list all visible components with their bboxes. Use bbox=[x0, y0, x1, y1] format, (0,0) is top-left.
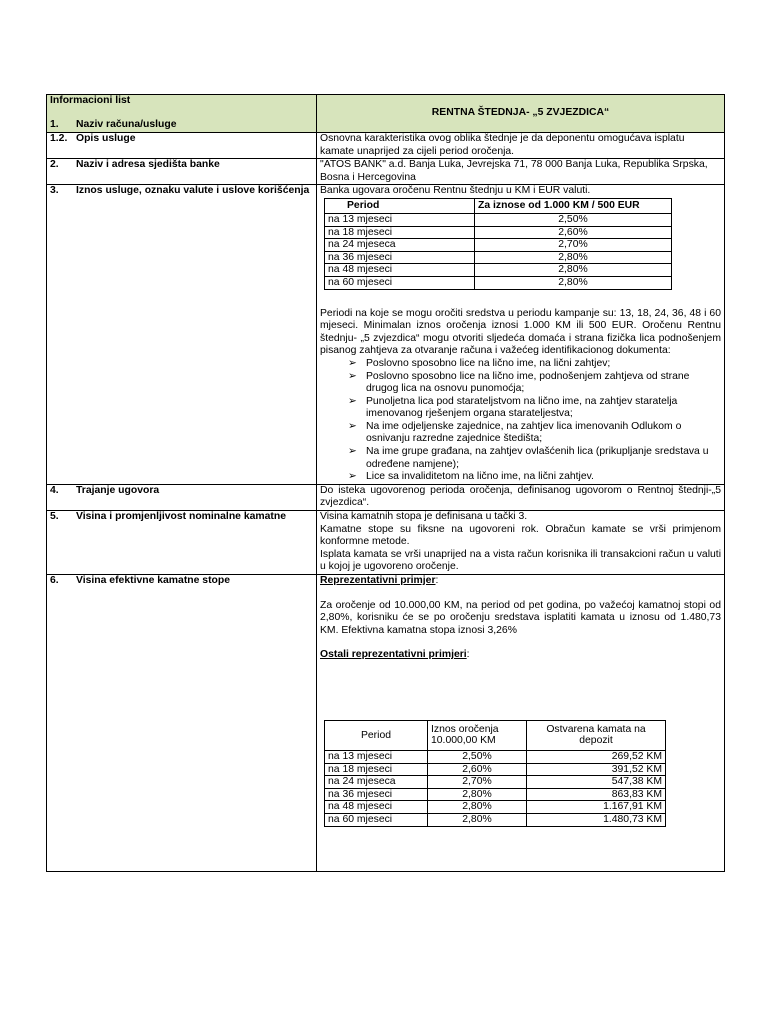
example-table bbox=[324, 720, 666, 827]
row-number: 6. bbox=[50, 575, 59, 586]
conditions-cell bbox=[317, 185, 725, 484]
other-examples-heading: Ostali reprezentativni primjeri bbox=[320, 649, 467, 661]
row-number: 3. bbox=[50, 185, 59, 197]
arrow-bullet-icon: ➢ bbox=[348, 370, 357, 382]
period-cell: na 13 mjeseci bbox=[325, 213, 475, 226]
list-item: ➢ Poslovno sposobno lice na lično ime, podnošenjem zahtjeva od strane drugog lica na osnovu punomoćja; bbox=[348, 370, 690, 395]
contract-duration: Do isteka ugovorenog perioda oročenja, definisanog ugovorom o Rentnoj štednji-„5 zvjezdica“. bbox=[317, 484, 725, 510]
row-label: Naziv računa/usluge bbox=[76, 119, 177, 130]
row-label-cell bbox=[47, 511, 317, 575]
example-header-amount: Iznos oročenja 10.000,00 KM bbox=[428, 720, 527, 750]
rate-cell: 2,80% bbox=[475, 251, 672, 264]
header-label-cell bbox=[47, 95, 317, 133]
rate-cell: 2,80% bbox=[475, 276, 672, 289]
table-row bbox=[325, 276, 672, 289]
row-number: 4. bbox=[50, 484, 59, 496]
info-sheet bbox=[46, 94, 724, 917]
currency-text: Banka ugovara oročenu Rentnu štednju u KM i EUR valuti. bbox=[320, 185, 591, 197]
table-row: na 36 mjeseci 2,80% 863,83 KM bbox=[325, 788, 666, 801]
rate-cell: 2,80% bbox=[475, 264, 672, 277]
arrow-bullet-icon: ➢ bbox=[348, 446, 357, 458]
row-label: Visina i promjenljivost nominalne kamatne bbox=[76, 511, 286, 523]
example-text: Za oročenje od 10.000,00 KM, na period od pet godina, po važećoj kamatnoj stopi od 2,80%, korisniku će se po oročenju sredstava isplatiti kamata u iznosu od 1.480,73 KM. Efektivna kamatna stopa iznosi 3,26% bbox=[320, 599, 721, 636]
campaign-text: Periodi na koje se mogu oročiti sredstva u periodu kampanje su: 13, 18, 24, 36, 48 i 60 mjeseci. Minimalan iznos oročenja iznosi 1.000 KM ili 500 EUR. Oročenu Rentnu štednju- „5 zvjezdica“ mogu otvoriti sljedeća domaća i strana fizička lica podnošenjem pisanog zahtjeva za otvaranje računa i važećeg identifikacionog dokumenta: bbox=[320, 307, 721, 357]
row-label-cell bbox=[47, 484, 317, 510]
table-row: na 13 mjeseci 2,50% 269,52 KM bbox=[325, 750, 666, 763]
list-item: ➢ Na ime grupe građana, na zahtjev ovlašćenih lica (prikupljanje sredstava u određene namjene); bbox=[348, 446, 709, 470]
effective-rate-cell: Reprezentativni primjer: Za oročenje od 10.000,00 KM, na period od pet godina, po važećoj kamatnoj stopi od 2,80%, korisniku će se po oročenju sredstava isplatiti kamata u iznosu od 1.480,73 KM. Efektivna kamatna stopa iznosi 3,26% Ostali reprezentativni primjeri: Period Iznos oročenja 10.000,00 KM Ostvarena kamata na depozit na 13 mjeseci 2,50% 269,52 KM na 18 mjeseci 2,60% 391,52 KM na 24 mjeseca 2,70% 547,38 KM na 36 mjeseci 2,80% 863,83 KM na 48 mjeseci 2,80% 1.167,91 KM na 60 mjeseci 2,80% 1.480,73 KM bbox=[317, 575, 725, 872]
rate-cell: 2,50% bbox=[475, 213, 672, 226]
interest-text: Isplata kamata se vrši unaprijed na a vista račun korisnika ili transakcioni račun u valuti u kojoj je ugovoreno oročenje. bbox=[320, 548, 721, 573]
example-header-interest: Ostvarena kamata na depozit bbox=[527, 720, 666, 750]
rate-table-header-period: Period bbox=[325, 198, 475, 213]
period-cell: na 18 mjeseci bbox=[325, 226, 475, 239]
table-row bbox=[325, 239, 672, 252]
row-label-cell bbox=[47, 133, 317, 159]
info-label: Informacioni list bbox=[50, 95, 131, 106]
table-row bbox=[325, 264, 672, 277]
row-number: 5. bbox=[50, 511, 59, 523]
example-heading: Reprezentativni primjer bbox=[320, 575, 436, 586]
table-row: na 60 mjeseci 2,80% 1.480,73 KM bbox=[325, 813, 666, 826]
bank-address: "ATOS BANK" a.d. Banja Luka, Jevrejska 71, 78 000 Banja Luka, Republika Srpska, Bosna i Hercegovina bbox=[317, 159, 725, 185]
table-row bbox=[325, 251, 672, 264]
interest-text: Kamatne stope su fiksne na ugovoreni rok. Obračun kamate se vrši primjenom konformne metode. bbox=[320, 523, 721, 548]
table-row: na 24 mjeseca 2,70% 547,38 KM bbox=[325, 776, 666, 789]
table-row bbox=[325, 226, 672, 239]
list-item: ➢ Lice sa invaliditetom na lično ime, na lični zahtjev. bbox=[348, 471, 594, 483]
list-item: ➢ Na ime odjeljenske zajednice, na zahtjev lica imenovanih Odlukom o osnivanju razredne zajednice štedišta; bbox=[348, 420, 682, 445]
row-label: Opis usluge bbox=[76, 133, 136, 144]
row-label: Visina efektivne kamatne stope bbox=[76, 575, 231, 586]
row-label-cell bbox=[47, 159, 317, 185]
interest-text: Visina kamatnih stopa je definisana u tački 3. bbox=[320, 511, 528, 523]
row-label-cell bbox=[47, 185, 317, 484]
info-table bbox=[46, 94, 725, 872]
example-header-period: Period bbox=[325, 720, 428, 750]
rate-table bbox=[324, 198, 672, 290]
product-title: RENTNA ŠTEDNJA- „5 ZVJEZDICA“ bbox=[317, 95, 725, 133]
table-row bbox=[325, 213, 672, 226]
row-number: 1.2. bbox=[50, 133, 68, 144]
service-description: Osnovna karakteristika ovog oblika štednje je da deponentu omogućava isplatu kamate unaprijed za cijeli period oročenja. bbox=[317, 133, 725, 159]
table-row: na 18 mjeseci 2,60% 391,52 KM bbox=[325, 763, 666, 776]
period-cell: na 60 mjeseci bbox=[325, 276, 475, 289]
row-number: 1. bbox=[50, 119, 59, 130]
arrow-bullet-icon: ➢ bbox=[348, 395, 357, 407]
arrow-bullet-icon: ➢ bbox=[348, 357, 357, 369]
period-cell: na 36 mjeseci bbox=[325, 251, 475, 264]
rate-table-header-amount: Za iznose od 1.000 KM / 500 EUR bbox=[475, 198, 672, 213]
arrow-bullet-icon: ➢ bbox=[348, 420, 357, 432]
row-label: Iznos usluge, oznaku valute i uslove korišćenja bbox=[76, 185, 310, 197]
eligibility-list bbox=[320, 358, 721, 484]
table-row: na 48 mjeseci 2,80% 1.167,91 KM bbox=[325, 801, 666, 814]
row-label: Naziv i adresa sjedišta banke bbox=[76, 159, 220, 171]
list-item: ➢ Poslovno sposobno lice na lično ime, na lični zahtjev; bbox=[348, 357, 611, 369]
rate-cell: 2,70% bbox=[475, 239, 672, 252]
row-number: 2. bbox=[50, 159, 59, 171]
period-cell: na 24 mjeseca bbox=[325, 239, 475, 252]
arrow-bullet-icon: ➢ bbox=[348, 471, 357, 483]
row-label-cell bbox=[47, 575, 317, 872]
row-label: Trajanje ugovora bbox=[76, 484, 160, 496]
period-cell: na 48 mjeseci bbox=[325, 264, 475, 277]
rate-cell: 2,60% bbox=[475, 226, 672, 239]
interest-rate-cell bbox=[317, 511, 725, 575]
list-item: ➢ Punoljetna lica pod starateljstvom na lično ime, na zahtjev staratelja imenovanog rješenjem organa starateljestva; bbox=[348, 395, 678, 420]
